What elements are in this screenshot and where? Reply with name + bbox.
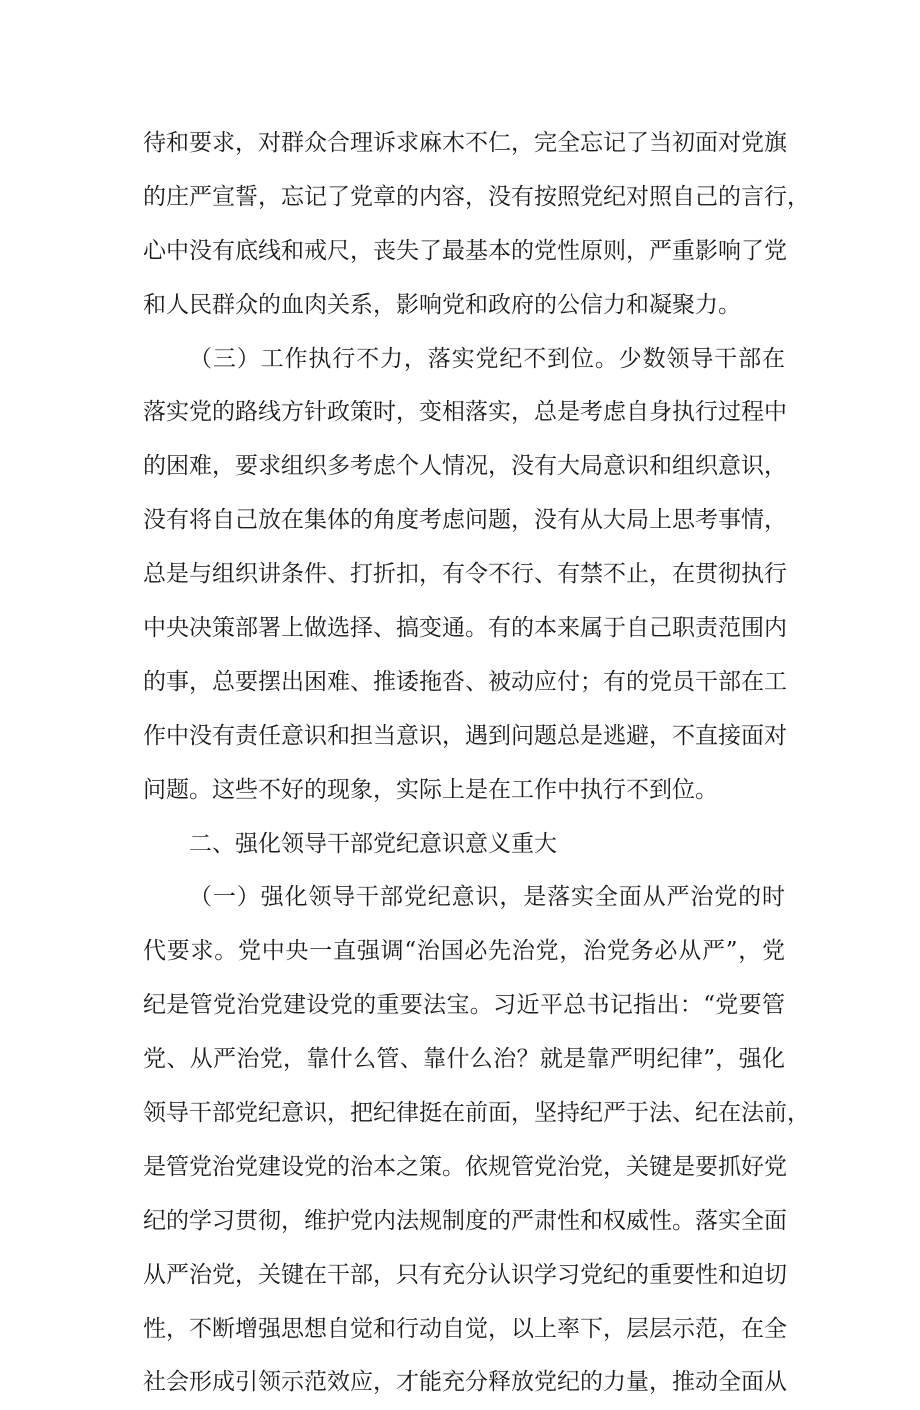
text-line: 和人民群众的血肉关系，影响党和政府的公信力和凝聚力。 <box>143 291 741 318</box>
text-line: 党、从严治党，靠什么管、靠什么治？就是靠严明纪律”，强化 <box>143 1046 785 1073</box>
section-heading-line: （三）工作执行不力，落实党纪不到位。少数领导干部在 <box>189 345 785 372</box>
text-line: 心中没有底线和戒尺，丧失了最基本的党性原则，严重影响了党 <box>143 237 787 264</box>
text-line: 落实党的路线方针政策时，变相落实，总是考虑自身执行过程中 <box>143 399 787 426</box>
text-line: 代要求。党中央一直强调“治国必先治党，治党务必从严”，党 <box>143 938 785 965</box>
text-line: 是管党治党建设党的治本之策。依规管党治党，关键是要抓好党 <box>143 1153 787 1180</box>
text-line: 纪是管党治党建设党的重要法宝。习近平总书记指出：“党要管 <box>143 992 785 1019</box>
text-line: 待和要求，对群众合理诉求麻木不仁，完全忘记了当初面对党旗 <box>143 130 787 156</box>
text-line: 从严治党，关键在干部，只有充分认识学习党纪的重要性和迫切 <box>143 1261 787 1288</box>
text-line: 的事，总要摆出困难、推诿拖沓、被动应付；有的党员干部在工 <box>143 668 787 695</box>
text-line: 领导干部党纪意识，把纪律挺在前面，坚持纪严于法、纪在法前， <box>143 1100 810 1127</box>
text-line: 问题。这些不好的现象，实际上是在工作中执行不到位。 <box>143 776 718 803</box>
text-line: 的庄严宣誓，忘记了党章的内容，没有按照党纪对照自己的言行， <box>143 183 810 210</box>
text-line: 社会形成引领示范效应，才能充分释放党纪的力量，推动全面从 <box>143 1369 787 1396</box>
text-line: 性，不断增强思想自觉和行动自觉，以上率下，层层示范，在全 <box>143 1315 787 1342</box>
text-line: 中央决策部署上做选择、搞变通。有的本来属于自己职责范围内 <box>143 615 787 642</box>
section-heading-line: （一）强化领导干部党纪意识，是落实全面从严治党的时 <box>189 884 785 911</box>
section-title: 二、强化领导干部党纪意识意义重大 <box>189 830 557 857</box>
text-line: 的困难，要求组织多考虑个人情况，没有大局意识和组织意识， <box>143 453 787 480</box>
text-line: 作中没有责任意识和担当意识，遇到问题总是逃避，不直接面对 <box>143 722 787 749</box>
text-line: 纪的学习贯彻，维护党内法规制度的严肃性和权威性。落实全面 <box>143 1207 787 1234</box>
text-line: 没有将自己放在集体的角度考虑问题，没有从大局上思考事情， <box>143 507 787 534</box>
body-text <box>143 117 810 1410</box>
text-line: 总是与组织讲条件、打折扣，有令不行、有禁不止，在贯彻执行 <box>143 561 787 588</box>
